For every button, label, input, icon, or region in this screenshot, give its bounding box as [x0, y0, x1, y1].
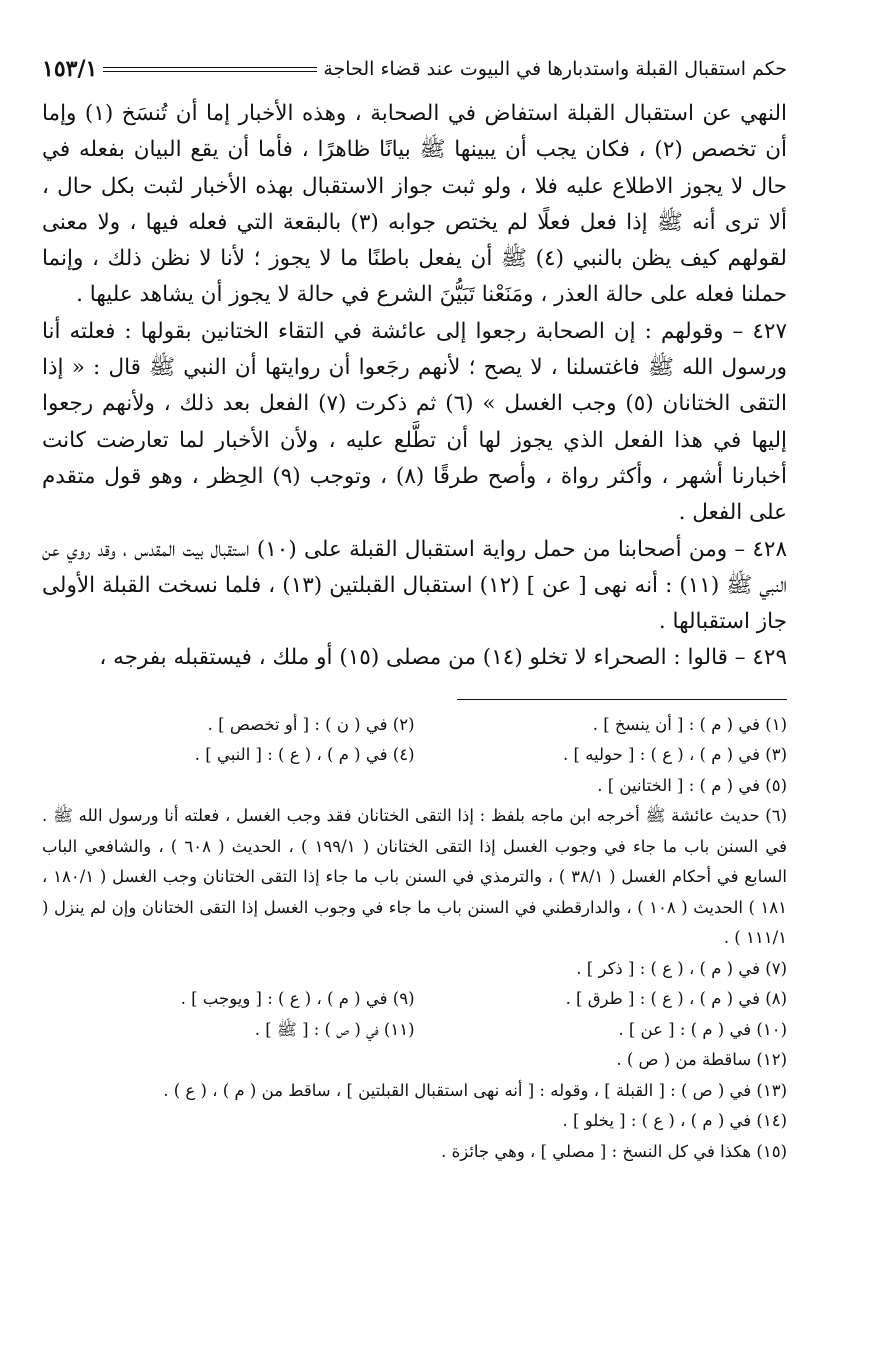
footnote-9: (٩) في ( م ) ، ( ع ) : [ ويوجب ] . [180, 989, 415, 1009]
footnote-14: (١٤) في ( م ) ، ( ع ) : [ يخلو ] . [562, 1111, 787, 1131]
footnote-3: (٣) في ( م ) ، ( ع ) : [ حوليه ] . [563, 745, 787, 765]
footnote-10: (١٠) في ( م ) : [ عن ] . [618, 1019, 787, 1039]
footnotes [42, 710, 787, 1168]
paragraph-429: ٤٢٩ – قالوا : الصحراء لا تخلو (١٤) من مصلى (١٥) أو ملك ، فيستقبله بفرجه ، [99, 645, 787, 671]
header-rule [103, 67, 317, 72]
footnote-15: (١٥) هكذا في كل النسخ : [ مصلي ] ، وهي جائزة . [441, 1141, 787, 1161]
footnote-row [42, 1015, 787, 1046]
footnote-row [42, 740, 787, 771]
header-title: حكم استقبال القبلة واستدبارها في البيوت عند قضاء الحاجة [323, 58, 787, 80]
footnote-11: (١١) في ( ص ) : [ ﷺ ] . [254, 1019, 415, 1039]
paragraph-427: ٤٢٧ – وقولهم : إن الصحابة رجعوا إلى عائشة في التقاء الختانين بقولها : فعلته أنا ورسول الله ﷺ فاغتسلنا ، لا يصح ؛ لأنهم رجَعوا أن روايتها أن النبي ﷺ قال : « إذا التقى الختانان (٥) وجب الغسل » (٦) ثم ذكرت (٧) الفعل بعد ذلك ، ولأنهم رجعوا إليها في هذا الفعل الذي يجوز لها أن تطَّلع عليه ، ولأن الأخبار لما تعارضت كانت أخبارنا أشهر ، وأكثر رواة ، وأصح طرقًا (٨) ، وتوجب (٩) الحِظر ، وهو قول متقدم على الفعل . [42, 318, 787, 526]
paragraph-intro: النهي عن استقبال القبلة استفاض في الصحابة ، وهذه الأخبار إما أن تُنسَخ (١) وإما أن تخصص (٢) ، فكان يجب أن يبينها ﷺ بيانًا ظاهرًا ، فأما أن يقع البيان بفعله في حال لا يجوز الاطلاع عليه فلا ، ولو ثبت جواز الاستقبال بهذه الأخبار لثبت بكل حال ، ألا ترى أنه ﷺ إذا فعل فعلًا لم يختص جوابه (٣) بالبقعة التي فعله فيها ، ولا معنى لقولهم كيف يظن بالنبي (٤) ﷺ أن يفعل باطنًا ما لا يجوز ؛ لأنا لا نظن ذلك ، وإنما حملنا فعله على حالة العذر ، ومَنَعْنا تَبَيُّنَ الشرع في حالة لا يجوز أن يشاهد عليها . [42, 101, 787, 308]
footnote-1: (١) في ( م ) : [ أن ينسخ ] . [592, 714, 787, 734]
footnote-row [42, 984, 787, 1015]
paragraph-428: ٤٢٨ – ومن أصحابنا من حمل رواية استقبال القبلة على (١٠) استقبال بيت المقدس ، وقد روي عن النبي ﷺ (١١) : أنه نهى [ عن ] (١٢) استقبال القبلتين (١٣) ، فلما نسخت القبلة الأولى جاز استقبالها . [42, 536, 788, 635]
footnote-separator [457, 699, 787, 700]
main-text [42, 96, 787, 677]
footnote-2: (٢) في ( ن ) : [ أو تخصص ] . [207, 714, 415, 734]
footnote-7: (٧) في ( م ) ، ( ع ) : [ ذكر ] . [576, 958, 787, 978]
footnote-row [42, 710, 787, 741]
footnote-13: (١٣) في ( ص ) : [ القبلة ] ، وقوله : [ أنه نهى استقبال القبلتين ] ، ساقط من ( م ) ، ( ع ) . [163, 1080, 787, 1100]
footnote-8: (٨) في ( م ) ، ( ع ) : [ طرق ] . [565, 989, 787, 1009]
footnote-6: (٦) حديث عائشة ﷺ أخرجه ابن ماجه بلفظ : إذا التقى الختانان فقد وجب الغسل ، فعلته أنا ورسول الله ﷺ . في السنن باب ما جاء في وجوب الغسل إذا التقى الختانان ( ١٩٩/١ ) ، الحديث ( ٦٠٨ ) ، والشافعي الباب السابع في أحكام الغسل ( ٣٨/١ ) ، والترمذي في السنن باب ما جاء إذا التقى الختانان وجب الغسل ( ١٨٠/١ ، ١٨١ ) الحديث ( ١٠٨ ) ، والدارقطني في السنن باب ما جاء في وجوب الغسل إذا التقى الختانان وإن لم ينزل ( ١١١/١ ) . [42, 806, 787, 948]
book-page [42, 50, 787, 1167]
running-header [42, 50, 787, 88]
page-number: ١٥٣/١ [42, 56, 98, 82]
footnote-12: (١٢) ساقطة من ( ص ) . [616, 1050, 787, 1070]
footnote-5: (٥) في ( م ) : [ الختانين ] . [597, 775, 787, 795]
footnote-4: (٤) في ( م ) ، ( ع ) : [ النبي ] . [194, 745, 415, 765]
